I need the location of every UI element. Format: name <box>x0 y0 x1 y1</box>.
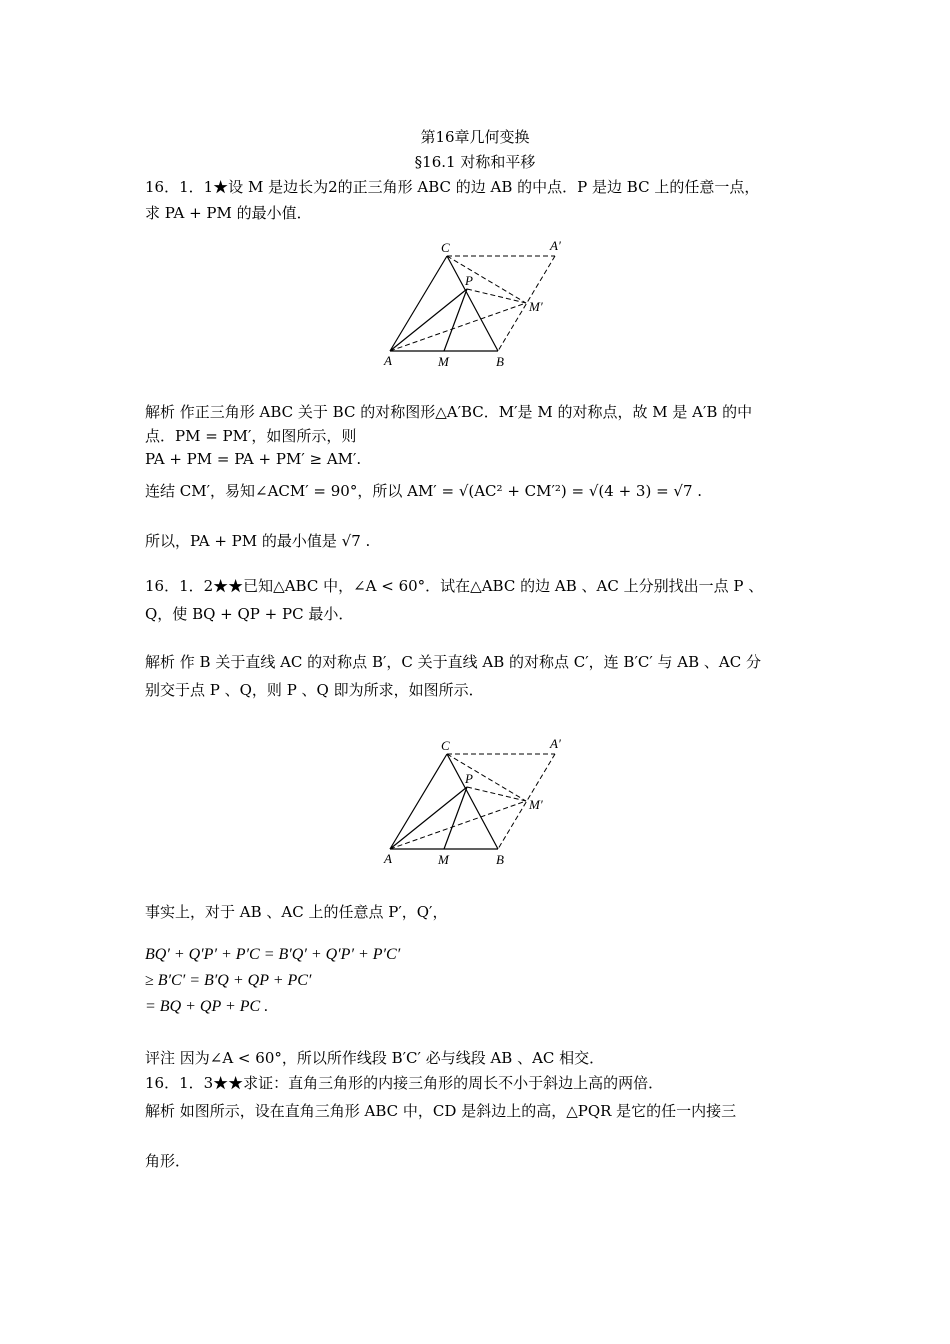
dashed-am <box>390 303 526 351</box>
dashed-a-b <box>498 256 555 351</box>
chapter-title: 第16章几何变换 <box>420 128 530 146</box>
edge-ac <box>390 256 447 351</box>
label-a-prime: A′ <box>550 736 561 751</box>
label-b: B <box>496 852 504 867</box>
label-m: M <box>438 852 449 867</box>
problem-3-statement: 16．1．3★★求证：直角三角形的内接三角形的周长不小于斜边上高的两倍． <box>145 1074 664 1092</box>
label-m-prime: M′ <box>529 299 543 314</box>
dashed-a-b <box>498 754 555 849</box>
problem-2-equation-2: ≥ B′C′ = B′Q + QP + PC′ <box>145 972 312 989</box>
dashed-am <box>390 801 526 849</box>
problem-3-solution-line2: 角形． <box>145 1152 191 1170</box>
problem-1-statement-line2: 求 PA + PM 的最小值． <box>145 204 312 222</box>
label-a: A <box>384 353 392 368</box>
problem-2-solution-line2: 别交于点 P 、Q，则 P 、Q 即为所求，如图所示． <box>145 681 484 699</box>
figure-1 <box>375 238 565 370</box>
problem-1-solution-line4: 连结 CM′，易知∠ACM′ = 90°，所以 AM′ = √(AC² + CM′²) = √(4 + 3) = √7 . <box>145 482 703 500</box>
label-p: P <box>465 273 473 288</box>
label-a: A <box>384 851 392 866</box>
label-m: M <box>438 354 449 369</box>
edge-cb <box>447 754 498 849</box>
edge-ac <box>390 754 447 849</box>
edge-cb <box>447 256 498 351</box>
dashed-pm <box>467 289 526 303</box>
problem-1-statement-line1: 16．1．1★设 M 是边长为2的正三角形 ABC 的边 AB 的中点．P 是边 BC 上的任意一点， <box>145 178 760 196</box>
problem-2-solution-line1: 解析 作 B 关于直线 AC 的对称点 B′，C 关于直线 AB 的对称点 C′，连 B′C′ 与 AB 、AC 分 <box>145 653 761 671</box>
section-title: §16.1 对称和平移 <box>414 153 536 171</box>
label-p: P <box>465 771 473 786</box>
problem-2-comment: 评注 因为∠A < 60°，所以所作线段 B′C′ 必与线段 AB 、AC 相交． <box>145 1049 605 1067</box>
label-a-prime: A′ <box>550 238 561 253</box>
label-b: B <box>496 354 504 369</box>
problem-1-solution-line5: 所以，PA + PM 的最小值是 √7 . <box>145 532 371 550</box>
problem-3-solution-line1: 解析 如图所示，设在直角三角形 ABC 中，CD 是斜边上的高，△PQR 是它的任一内接三 <box>145 1102 737 1120</box>
problem-1-solution-line2: 点．PM = PM′，如图所示，则 <box>145 427 357 445</box>
problem-2-statement-line2: Q，使 BQ + QP + PC 最小． <box>145 605 354 623</box>
figure-2 <box>375 736 565 868</box>
problem-2-equation-1: BQ′ + Q′P′ + P′C = B′Q′ + Q′P′ + P′C′ <box>145 946 401 963</box>
label-m-prime: M′ <box>529 797 543 812</box>
label-c: C <box>441 738 450 753</box>
problem-2-equation-3: = BQ + QP + PC . <box>145 998 269 1015</box>
problem-2-statement-line1: 16．1．2★★已知△ABC 中，∠A < 60°．试在△ABC 的边 AB 、AC 上分别找出一点 P 、 <box>145 577 764 595</box>
dashed-pm <box>467 787 526 801</box>
label-c: C <box>441 240 450 255</box>
problem-1-solution-line1: 解析 作正三角形 ABC 关于 BC 的对称图形△A′BC．M′是 M 的对称点，故 M 是 A′B 的中 <box>145 403 753 421</box>
problem-2-fact-line: 事实上，对于 AB 、AC 上的任意点 P′，Q′， <box>145 903 448 921</box>
problem-1-solution-line3: PA + PM = PA + PM′ ≥ AM′. <box>145 450 362 468</box>
